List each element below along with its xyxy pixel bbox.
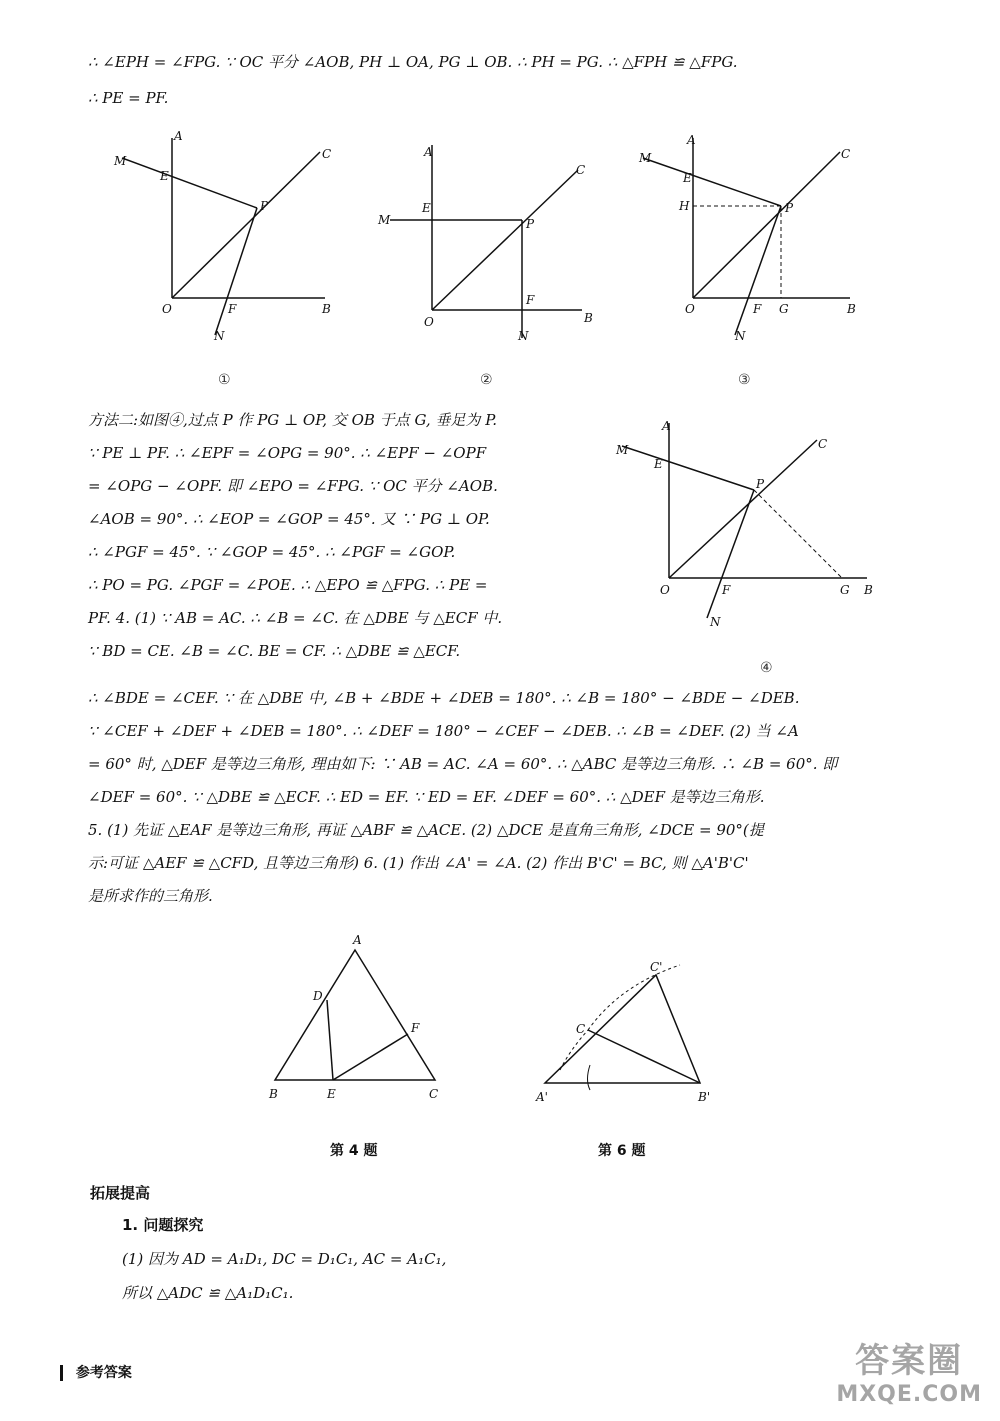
svg-text:B: B bbox=[584, 311, 593, 325]
svg-text:C: C bbox=[818, 437, 828, 451]
svg-text:N: N bbox=[735, 329, 746, 343]
svg-text:F: F bbox=[753, 302, 762, 316]
figure-4-label: ④ bbox=[760, 660, 773, 676]
svg-text:F: F bbox=[722, 583, 731, 597]
text-line: ∴ PO = PG. ∠PGF = ∠POE. ∴ △EPO ≌ △FPG. ∴ PE = bbox=[88, 576, 488, 594]
watermark-top: 答案圈 bbox=[855, 1341, 964, 1381]
svg-text:A: A bbox=[353, 933, 362, 947]
svg-text:H: H bbox=[679, 199, 690, 213]
text-line: 示:可证 △AEF ≌ △CFD, 且等边三角形) 6. (1) 作出 ∠A' = ∠A. (2) 作出 B'C' = BC, 则 △A'B'C' bbox=[88, 854, 749, 872]
footer-bar bbox=[60, 1365, 63, 1381]
text-line: ∵ PE ⊥ PF. ∴ ∠EPF = ∠OPG = 90°. ∴ ∠EPF − ∠OPF bbox=[88, 444, 487, 462]
section-title: 拓展提高 bbox=[90, 1184, 151, 1202]
figure-2 bbox=[370, 140, 610, 354]
text-line: ∠DEF = 60°. ∵ △DBE ≌ △ECF. ∴ ED = EF. ∵ ED = EF. ∠DEF = 60°. ∴ △DEF 是等边三角形. bbox=[88, 788, 765, 806]
svg-text:N: N bbox=[518, 329, 529, 343]
text-line: ∵ BD = CE. ∠B = ∠C. BE = CF. ∴ △DBE ≌ △ECF. bbox=[88, 642, 461, 660]
figure-question-6 bbox=[530, 955, 730, 1119]
svg-text:G: G bbox=[779, 302, 789, 316]
text-line: = 60° 时, △DEF 是等边三角形, 理由如下: ∵ AB = AC. ∠A = 60°. ∴ △ABC 是等边三角形. ∴ ∠B = 60°. 即 bbox=[88, 755, 838, 773]
svg-text:N: N bbox=[710, 615, 721, 629]
svg-text:P: P bbox=[526, 217, 535, 231]
figure-3-label: ③ bbox=[738, 372, 751, 388]
svg-text:M: M bbox=[378, 213, 391, 227]
svg-text:B: B bbox=[322, 302, 331, 316]
caption-question-4: 第 4 题 bbox=[330, 1143, 378, 1159]
svg-text:P: P bbox=[756, 477, 765, 491]
text-line: 5. (1) 先证 △EAF 是等边三角形, 再证 △ABF ≌ △ACE. (2) △DCE 是直角三角形, ∠DCE = 90°(提 bbox=[88, 821, 764, 839]
svg-text:P: P bbox=[785, 201, 794, 215]
svg-text:C: C bbox=[841, 147, 851, 161]
svg-text:C: C bbox=[576, 1022, 586, 1036]
text-line: = ∠OPG − ∠OPF. 即 ∠EPO = ∠FPG. ∵ OC 平分 ∠AOB. bbox=[88, 477, 498, 495]
svg-text:B: B bbox=[864, 583, 873, 597]
figure-2-label: ② bbox=[480, 372, 493, 388]
svg-text:B': B' bbox=[698, 1090, 711, 1104]
svg-text:N: N bbox=[214, 329, 225, 343]
svg-text:A: A bbox=[687, 133, 696, 147]
text-line: ∴ ∠EPH = ∠FPG. ∵ OC 平分 ∠AOB, PH ⊥ OA, PG ⊥ OB. ∴ PH = PG. ∴ △FPH ≌ △FPG. bbox=[88, 53, 738, 71]
svg-text:D: D bbox=[313, 989, 323, 1003]
text-line: ∴ PE = PF. bbox=[88, 89, 169, 107]
svg-text:F: F bbox=[526, 293, 535, 307]
svg-text:A: A bbox=[174, 129, 183, 143]
svg-text:B: B bbox=[847, 302, 856, 316]
svg-text:E: E bbox=[160, 169, 169, 183]
svg-text:M: M bbox=[639, 151, 652, 165]
text-line: ∵ ∠CEF + ∠DEF + ∠DEB = 180°. ∴ ∠DEF = 180° − ∠CEF − ∠DEB. ∴ ∠B = ∠DEF. (2) 当 ∠A bbox=[88, 722, 799, 740]
text-line: ∠AOB = 90°. ∴ ∠EOP = ∠GOP = 45°. 又 ∵ PG ⊥ OP. bbox=[88, 510, 490, 528]
svg-text:B: B bbox=[269, 1087, 278, 1101]
text-line: (1) 因为 AD = A₁D₁, DC = D₁C₁, AC = A₁C₁, bbox=[122, 1250, 447, 1268]
text-line: 所以 △ADC ≌ △A₁D₁C₁. bbox=[122, 1284, 294, 1302]
figure-3 bbox=[635, 130, 875, 354]
svg-text:O: O bbox=[162, 302, 172, 316]
svg-text:G: G bbox=[840, 583, 850, 597]
text-line: 方法二:如图④,过点 P 作 PG ⊥ OP, 交 OB 于点 G, 垂足为 P. bbox=[88, 411, 498, 429]
answer-paragraph bbox=[88, 682, 908, 913]
method2-paragraph bbox=[88, 404, 608, 668]
svg-text:C: C bbox=[322, 147, 332, 161]
svg-text:C: C bbox=[429, 1087, 439, 1101]
svg-text:F: F bbox=[228, 302, 237, 316]
text-line: ∴ ∠BDE = ∠CEF. ∵ 在 △DBE 中, ∠B + ∠BDE + ∠DEB = 180°. ∴ ∠B = 180° − ∠BDE − ∠DEB. bbox=[88, 689, 800, 707]
footer bbox=[60, 1362, 132, 1382]
watermark bbox=[836, 1333, 982, 1407]
svg-text:M: M bbox=[616, 443, 629, 457]
figure-1-label: ① bbox=[218, 372, 231, 388]
svg-text:C: C bbox=[576, 163, 586, 177]
text-line: ∴ ∠PGF = 45°. ∵ ∠GOP = 45°. ∴ ∠PGF = ∠GOP. bbox=[88, 543, 456, 561]
text-line: PF. 4. (1) ∵ AB = AC. ∴ ∠B = ∠C. 在 △DBE 与 △ECF 中. bbox=[88, 609, 503, 627]
svg-text:E: E bbox=[654, 457, 663, 471]
svg-text:P: P bbox=[260, 199, 269, 213]
svg-text:O: O bbox=[424, 315, 434, 329]
figure-question-4 bbox=[265, 930, 455, 1114]
figure-4 bbox=[612, 418, 882, 637]
text-line: 是所求作的三角形. bbox=[88, 887, 213, 905]
svg-text:A': A' bbox=[536, 1090, 548, 1104]
svg-text:C': C' bbox=[650, 960, 663, 974]
footer-label: 参考答案 bbox=[75, 1365, 132, 1381]
svg-text:F: F bbox=[411, 1021, 420, 1035]
svg-text:E: E bbox=[327, 1087, 336, 1101]
svg-text:E: E bbox=[683, 171, 692, 185]
svg-text:M: M bbox=[114, 154, 127, 168]
svg-text:A: A bbox=[424, 145, 433, 159]
watermark-bottom: MXQE.COM bbox=[836, 1382, 982, 1407]
problem-title: 1. 问题探究 bbox=[122, 1216, 204, 1234]
svg-text:O: O bbox=[685, 302, 695, 316]
svg-text:O: O bbox=[660, 583, 670, 597]
svg-text:A: A bbox=[662, 419, 671, 433]
svg-text:E: E bbox=[422, 201, 431, 215]
caption-question-6: 第 6 题 bbox=[598, 1143, 646, 1159]
figure-1 bbox=[110, 130, 350, 354]
